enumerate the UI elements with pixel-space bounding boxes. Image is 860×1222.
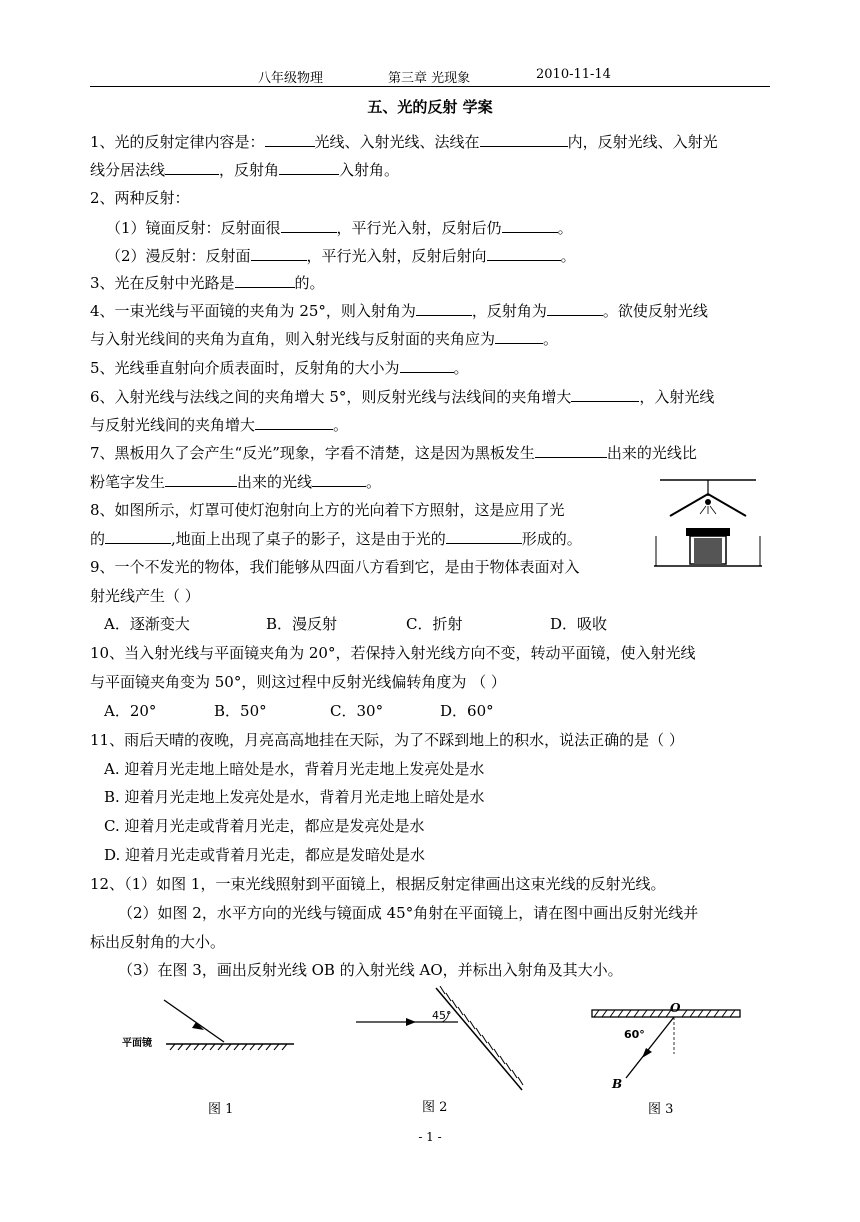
q8-line2: 的 ,地面上出现了桌子的影子，这是由于光的 形成的。: [90, 530, 582, 548]
q2-line2: （2）漫反射：反射面 ，平行光入射，反射后射向 。: [106, 247, 576, 265]
q10-option-d[interactable]: D．60°: [440, 702, 494, 720]
q5-line: 5、光线垂直射向介质表面时，反射角的大小为 。: [90, 359, 469, 377]
q2-line1: （1）镜面反射：反射面很 ，平行光入射，反射后仍 。: [106, 219, 573, 237]
q12-line4: （3）在图 3，画出反射光线 OB 的入射光线 AO，并标出入射角及其大小。: [118, 961, 623, 979]
header-chapter: 第三章 光现象: [388, 71, 471, 86]
fig3-point-b: B: [612, 1077, 623, 1091]
q12-line3: 标出反射角的大小。: [90, 933, 226, 951]
q9-option-a[interactable]: A．逐渐变大: [104, 615, 190, 633]
figure-1: [118, 996, 298, 1060]
page-number: - 1 -: [418, 1130, 442, 1144]
q7-line1: 7、黑板用久了会产生“反光”现象，字看不清楚，这是因为黑板发生 出来的光线比: [90, 444, 697, 462]
q10-line2: 与平面镜夹角变为 50°，则这过程中反射光线偏转角度为 （ ）: [90, 673, 506, 691]
header-subject: 八年级物理: [258, 71, 324, 86]
fig1-mirror-label: 平面镜: [122, 1038, 152, 1049]
q9-options: [104, 614, 607, 634]
q4-line2: 与入射光线间的夹角为直角，则入射光线与反射面的夹角应为 。: [90, 330, 559, 348]
q8-line1: 8、如图所示，灯罩可使灯泡射向上方的光向着下方照射，这是应用了光: [90, 501, 565, 519]
q11-option-d[interactable]: D. 迎着月光走或背着月光走，都应是发暗处是水: [104, 846, 426, 864]
q10-option-c[interactable]: C．30°: [330, 702, 384, 720]
fig3-caption: 图 3: [648, 1102, 674, 1117]
q10-options: [104, 701, 494, 721]
q9-option-c[interactable]: C．折射: [406, 615, 463, 633]
q1-line2: 线分居法线 ，反射角 入射角。: [90, 161, 400, 179]
page-header: [90, 66, 770, 87]
q9-line1: 9、一个不发光的物体，我们能够从四面八方看到它，是由于物体表面对入: [90, 558, 580, 576]
fig1-caption: 图 1: [208, 1102, 234, 1117]
q6-line2: 与反射光线间的夹角增大 。: [90, 416, 349, 434]
q1-line1: 1、光的反射定律内容是： 光线、入射光线、法线在 内，反射光线、入射光: [90, 133, 718, 151]
q11-option-c[interactable]: C. 迎着月光走或背着月光走，都应是发亮处是水: [104, 817, 425, 835]
q9-line2: 射光线产生（ ）: [90, 587, 200, 605]
lamp-figure: [650, 476, 766, 576]
header-date: 2010-11-14: [536, 67, 611, 82]
q11-line: 11、雨后天晴的夜晚，月亮高高地挂在天际，为了不踩到地上的积水，说法正确的是（ ）: [90, 731, 684, 749]
q10-line1: 10、当入射光线与平面镜夹角为 20°，若保持入射光线方向不变，转动平面镜，使入射光线: [90, 644, 696, 662]
q4-line1: 4、一束光线与平面镜的夹角为 25°，则入射角为 ，反射角为 。欲使反射光线: [90, 302, 708, 320]
fig2-caption: 图 2: [422, 1100, 448, 1115]
q12-line1: 12、（1）如图 1，一束光线照射到平面镜上，根据反射定律画出这束光线的反射光线。: [90, 875, 666, 893]
q2-head: 2、两种反射：: [90, 189, 190, 207]
q3-line: 3、光在反射中光路是 的。: [90, 274, 325, 292]
fig2-angle-label: 45°: [432, 1009, 452, 1022]
q11-option-a[interactable]: A. 迎着月光走地上暗处是水，背着月光走地上发亮处是水: [104, 760, 485, 778]
q6-line1: 6、入射光线与法线之间的夹角增大 5°，则反射光线与法线间的夹角增大 ，入射光线: [90, 388, 715, 406]
fig3-point-o: O: [670, 1001, 681, 1015]
q7-line2: 粉笔字发生 出来的光线 。: [90, 473, 382, 491]
q10-option-b[interactable]: B．50°: [214, 702, 267, 720]
fig3-angle-label: 60°: [624, 1028, 645, 1041]
q9-option-d[interactable]: D．吸收: [550, 615, 608, 633]
figure-3: [586, 996, 746, 1092]
figure-2: [352, 986, 532, 1096]
q11-option-b[interactable]: B. 迎着月光走地上发亮处是水，背着月光走地上暗处是水: [104, 788, 485, 806]
q10-option-a[interactable]: A．20°: [104, 702, 157, 720]
q9-option-b[interactable]: B．漫反射: [266, 615, 338, 633]
q12-line2: （2）如图 2，水平方向的光线与镜面成 45°角射在平面镜上，请在图中画出反射光线并: [118, 904, 699, 922]
page-title: 五、光的反射 学案: [367, 98, 493, 116]
